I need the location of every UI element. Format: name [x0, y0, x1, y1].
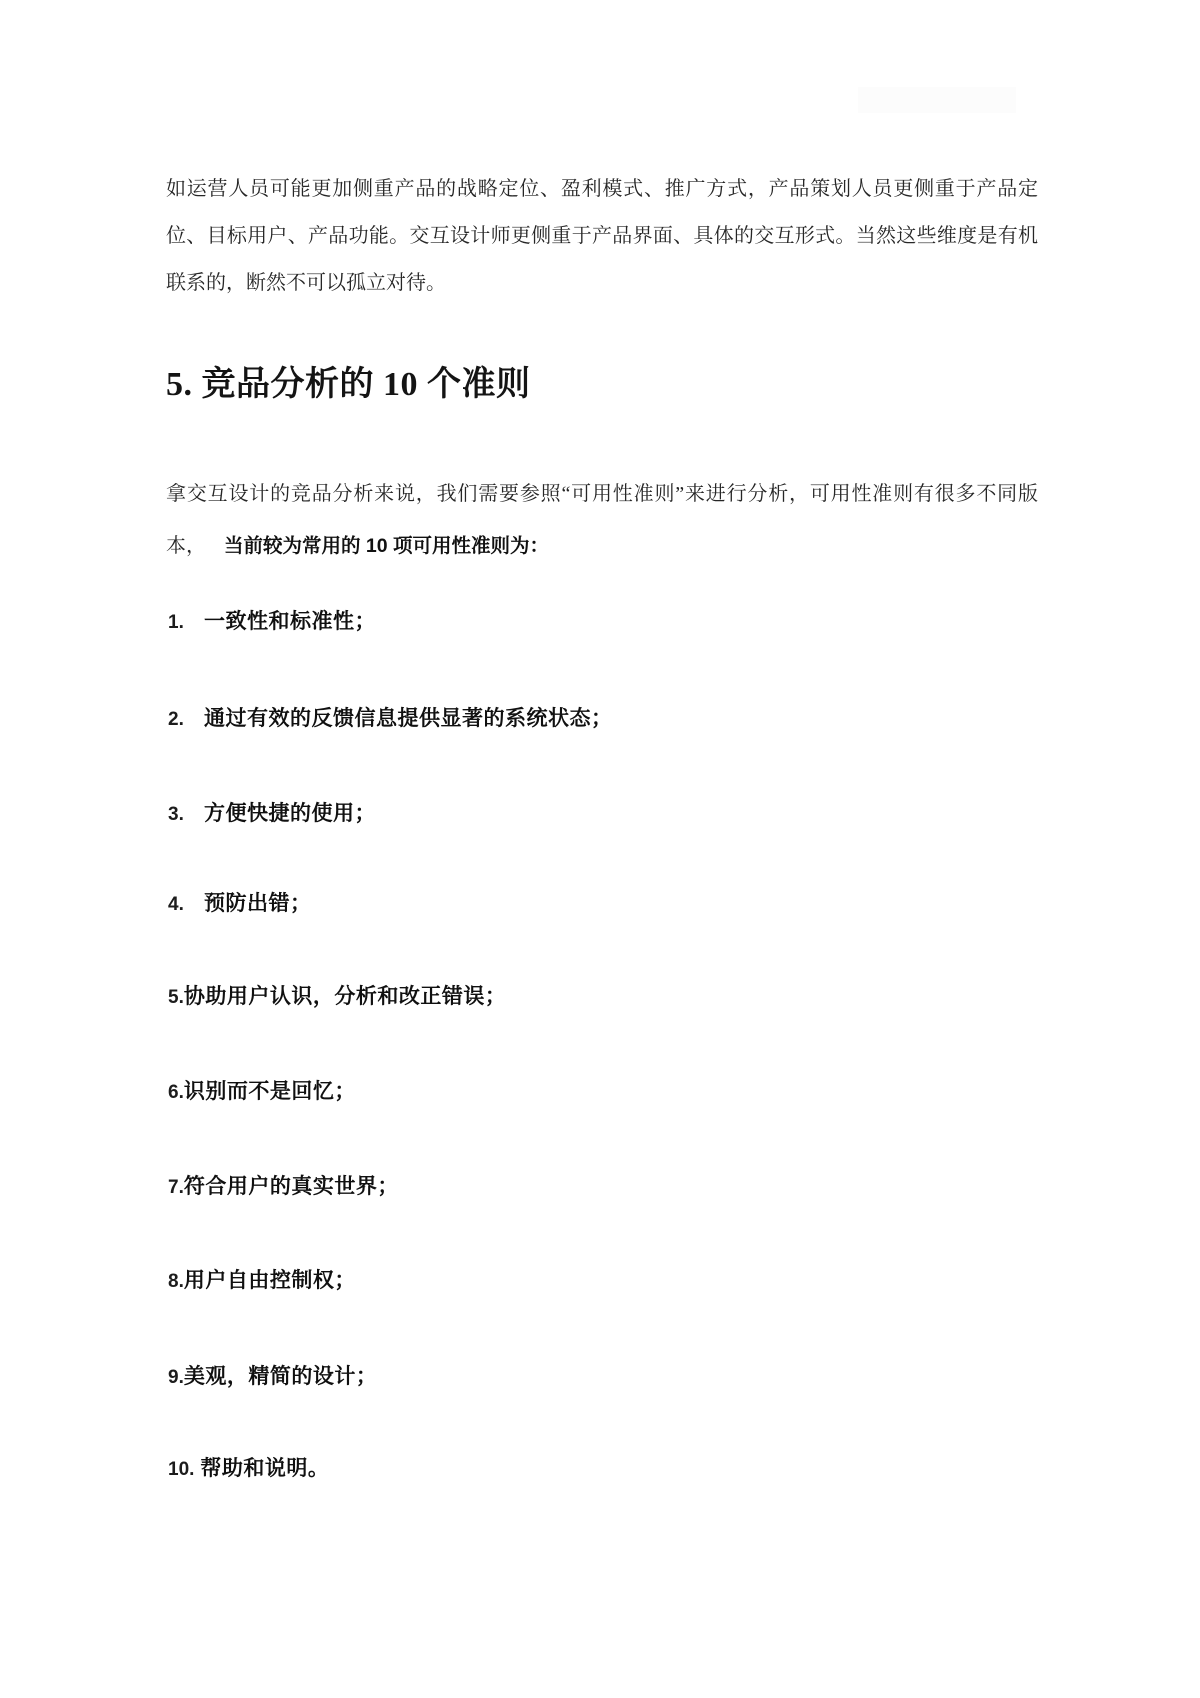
list-item-number: 9.: [168, 1367, 184, 1388]
list-item-number: 7.: [168, 1177, 184, 1198]
lead-paragraph-bold: 当前较为常用的 10 项可用性准则为：: [224, 535, 550, 557]
list-item-text: 识别而不是回忆；: [183, 1080, 356, 1103]
list-item-6: [168, 1075, 356, 1105]
list-item-text: 美观，精简的设计；: [183, 1365, 378, 1388]
list-item-8: [168, 1264, 356, 1294]
intro-paragraph: 如运营人员可能更加侧重产品的战略定位、盈利模式、推广方式，产品策划人员更侧重于产品定位、目标用户、产品功能。交互设计师更侧重于产品界面、具体的交互形式。当然这些维度是有机联系的，断然不可以孤立对待。: [166, 178, 1038, 294]
list-item-1: [168, 605, 376, 635]
list-item-3: [168, 797, 376, 827]
list-item-4: [168, 887, 312, 917]
lead-paragraph: [166, 468, 1038, 572]
list-item-number: 1.: [168, 612, 184, 633]
lead-paragraph-normal: 拿交互设计的竞品分析来说，我们需要参照“可用性准则”来进行分析，可用性准则有很多不同版本，: [166, 483, 1038, 557]
list-item-number: 6.: [168, 1082, 184, 1103]
list-item-9: [168, 1360, 377, 1390]
list-item-number: 8.: [168, 1271, 184, 1292]
list-item-text: 预防出错；: [204, 892, 312, 915]
list-item-7: [168, 1170, 399, 1200]
list-item-number: 4.: [168, 894, 184, 915]
section-heading: 5. 竞品分析的 10 个准则: [166, 366, 531, 403]
list-item-text: 符合用户的真实世界；: [183, 1175, 399, 1198]
list-item-text: 用户自由控制权；: [183, 1269, 356, 1292]
list-item-5: [168, 980, 506, 1010]
list-item-number: 10.: [168, 1459, 195, 1480]
list-item-text: 一致性和标准性；: [204, 610, 376, 633]
list-item-number: 3.: [168, 804, 184, 825]
list-item-2: [168, 702, 613, 732]
list-item-text: 帮助和说明。: [200, 1457, 330, 1480]
list-item-text: 方便快捷的使用；: [204, 802, 376, 825]
list-item-text: 协助用户认识，分析和改正错误；: [183, 985, 507, 1008]
list-item-text: 通过有效的反馈信息提供显著的系统状态；: [204, 707, 613, 730]
list-item-10: [168, 1452, 329, 1482]
faint-highlight-box: [858, 87, 1016, 113]
list-item-number: 5.: [168, 987, 184, 1008]
list-item-number: 2.: [168, 709, 184, 730]
